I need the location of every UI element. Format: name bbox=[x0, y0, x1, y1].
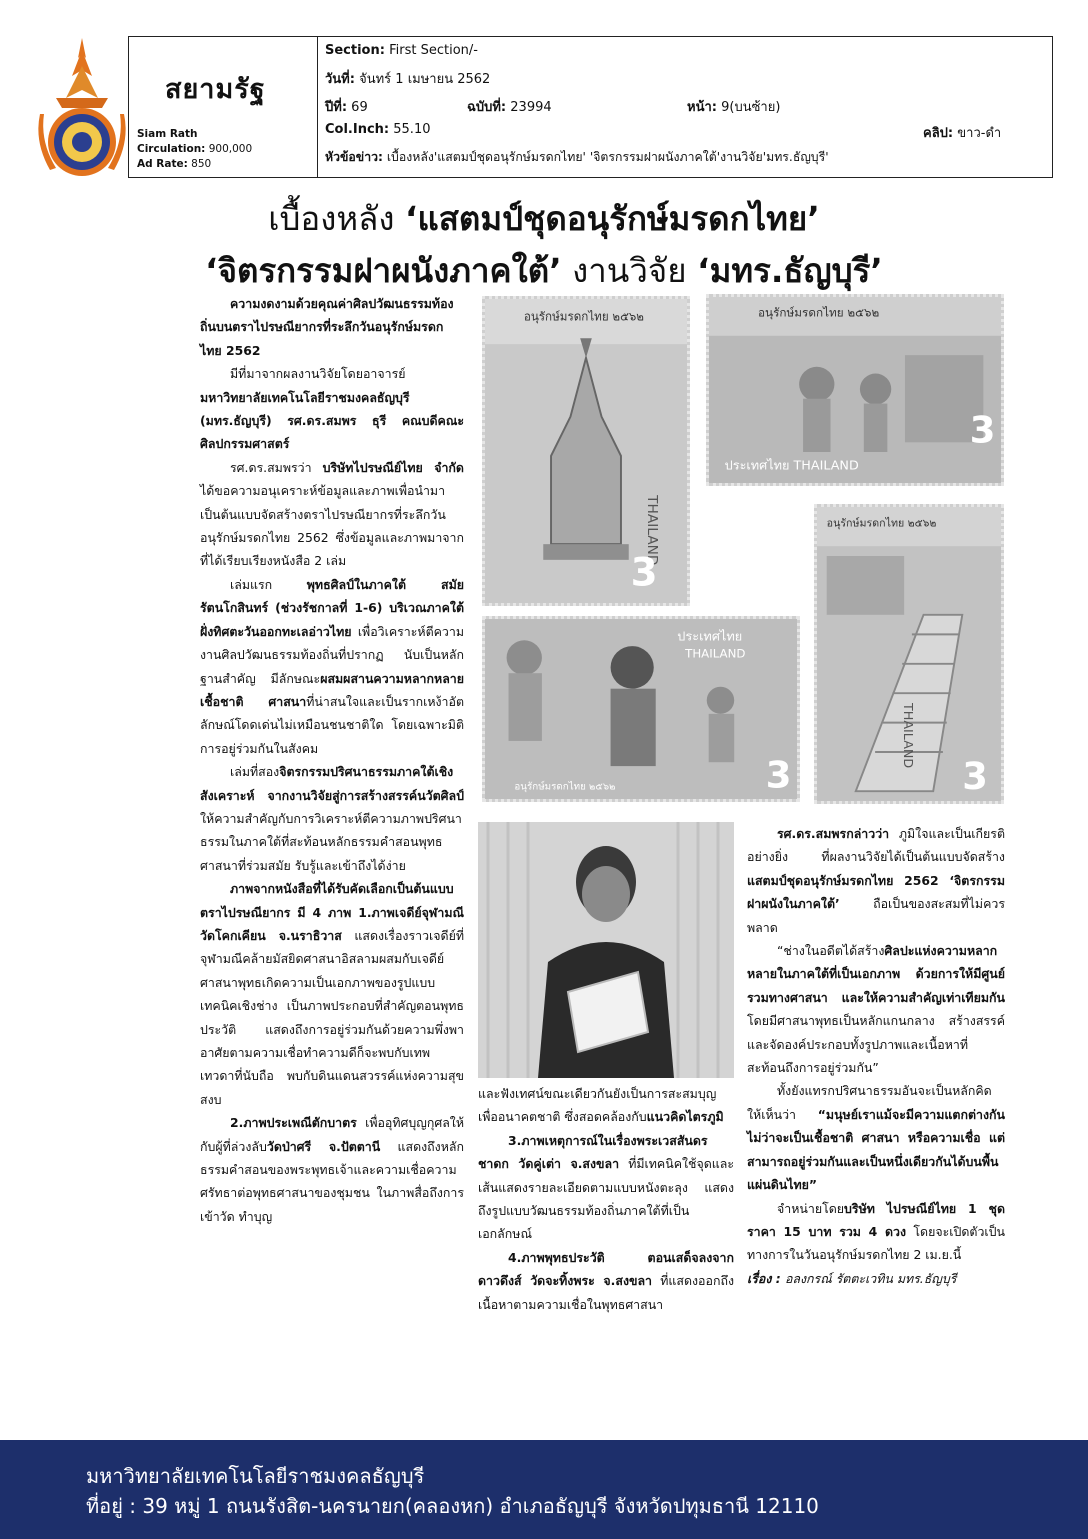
article-column-3 bbox=[747, 822, 1005, 1290]
paragraph-text: แสดงเรื่องราวเจดีย์ที่จุฬามณีคล้ายมัสยิดศาสนาอิสลามผสมกับเจดีย์ศาสนาพุทธเกิดความเป็นเอกภาพของรูปแบบเทคนิคเชิงช่าง เป็นภาพประกอบที่สำคัญตอนพุทธประวัติ แสดงถึงการอยู่ร่วมกันด้วยความพึ่งพาอาศัยตามความเชื่อทำความดีก็จะพบกับเทพเทวดาที่นับถือ พบกับดินแดนสวรรค์แห่งความสุขสงบ bbox=[200, 927, 464, 1107]
paragraph-emphasis: ผสมผสานความหลากหลายเชื้อชาติ ศาสนา bbox=[200, 670, 464, 709]
stamp-country-en: THAILAND bbox=[685, 646, 746, 661]
paragraph bbox=[747, 1079, 1005, 1196]
researcher-photo bbox=[478, 822, 734, 1078]
paragraph bbox=[478, 1129, 734, 1246]
newspaper-name: สยามรัฐ bbox=[165, 74, 266, 105]
paragraph bbox=[747, 939, 1005, 1079]
stamp-title-text: อนุรักษ์มรดกไทย ๒๕๖๒ bbox=[826, 516, 937, 530]
stamp-country-text: THAILAND bbox=[644, 495, 661, 566]
clip-row bbox=[923, 122, 1001, 143]
headline-emphasis: ‘จิตรกรรมฝาผนังภาคใต้’ bbox=[205, 251, 562, 290]
paragraph-text: ได้ขอความอนุเคราะห์ข้อมูลและภาพเพื่อนำมาเป็นต้นแบบจัดสร้างตราไปรษณียากรที่ระลึกวันอนุรักษ์มรดกไทย 2562 ซึ่งข้อมูลและภาพมาจากที่ได้เรียบเรียงหนังสือ 2 เล่ม bbox=[200, 483, 464, 569]
stamp-vessantara-image bbox=[482, 616, 800, 802]
stamp-title-text: อนุรักษ์มรดกไทย ๒๕๖๒ bbox=[523, 309, 644, 324]
paragraph bbox=[200, 573, 464, 760]
paragraph bbox=[747, 822, 1005, 939]
paragraph bbox=[478, 1246, 734, 1316]
publication-meta bbox=[137, 127, 252, 172]
paragraph-emphasis: “มนุษย์เราแม้จะมีความแตกต่างกัน ไม่ว่าจะเป็นเชื้อชาติ ศาสนา หรือความเชื่อ แต่สามารถอยู่ร่วมกันและเป็นหนึ่งเดียวกันได้บนพื้นแผ่นดินไทย” bbox=[747, 1106, 1005, 1193]
issue-value: 23994 bbox=[510, 100, 552, 115]
year-value: 69 bbox=[351, 100, 368, 115]
stamp-title-text: อนุรักษ์มรดกไทย ๒๕๖๒ bbox=[514, 781, 616, 793]
clip-label: คลิป: bbox=[923, 126, 954, 141]
lead-paragraph bbox=[200, 292, 464, 362]
paragraph-text: “ช่างในอดีตได้สร้าง bbox=[777, 943, 885, 959]
paragraph-text: เพื่อวิเคราะห์ตีความงานศิลปวัฒนธรรมท้องถิ่นที่ปรากฏ นับเป็นหลักฐานสำคัญ มีลักษณะ bbox=[200, 623, 464, 686]
paragraph-text: ถือเป็นของสะสมที่ไม่ควรพลาด bbox=[747, 896, 1005, 935]
stamp-chedi-image bbox=[482, 296, 690, 606]
article-column-1 bbox=[200, 292, 464, 1228]
paragraph-emphasis: แนวคิดไตรภูมิ bbox=[646, 1109, 724, 1125]
article-headline-line2 bbox=[0, 244, 1088, 297]
paragraph-text: เพื่ออุทิศบุญกุศลให้กับผู้ที่ล่วงลับ bbox=[200, 1115, 464, 1154]
circulation-label: Circulation: bbox=[137, 143, 206, 155]
headline-row bbox=[325, 148, 829, 167]
university-seal-icon bbox=[36, 36, 128, 176]
footer-address: ที่อยู่ : 39 หมู่ 1 ถนนรังสิต-นครนายก(คลองหก) อำเภอธัญบุรี จังหวัดปทุมธานี 12110 bbox=[86, 1494, 819, 1518]
paragraph-text: เล่มที่สอง bbox=[230, 764, 280, 780]
paragraph bbox=[200, 456, 464, 573]
page-label: หน้า: bbox=[687, 100, 717, 115]
clip-value: ขาว-ดำ bbox=[957, 126, 1002, 141]
paragraph-emphasis: จิตรกรรมปริศนาธรรมภาคใต้เชิงสังเคราะห์ จากงานวิจัยสู่การสร้างสรรค์นวัตศิลป์ bbox=[200, 764, 464, 803]
publication-info-box bbox=[128, 36, 318, 178]
paragraph-text: โดยมีศาสนาพุทธเป็นหลักแกนกลาง สร้างสรรค์และจัดองค์ประกอบทั้งรูปภาพและเนื้อหาที่สะท้อนถึงการอยู่ร่วมกัน” bbox=[747, 1013, 1005, 1076]
footer-university-name: มหาวิทยาลัยเทคโนโลยีราชมงคลธัญบุรี bbox=[86, 1464, 425, 1488]
page-row bbox=[687, 96, 780, 117]
date-value: จันทร์ 1 เมษายน 2562 bbox=[359, 72, 491, 87]
paragraph-text: ภูมิใจและเป็นเกียรติอย่างยิ่ง ที่ผลงานวิจัยได้เป็นต้นแบบจัดสร้าง bbox=[747, 826, 1005, 865]
circulation-value: 900,000 bbox=[208, 143, 253, 155]
paragraph-emphasis: บริษัทไปรษณีย์ไทย จำกัด bbox=[322, 459, 464, 475]
colinch-label: Col.Inch: bbox=[325, 122, 390, 137]
paragraph-emphasis: 4.ภาพพุทธประวัติ ตอนเสด็จลงจากดาวดึงส์ วัดจะทิ้งพระ จ.สงขลา bbox=[478, 1249, 734, 1289]
paragraph-emphasis: รศ.ดร.สมพรกล่าวว่า bbox=[777, 826, 890, 841]
paragraph-text: ที่มีเทคนิคใช้จุดและเส้นแสดงรายละเอียดตามแบบหนังตะลุง แสดงถึงรูปแบบวัฒนธรรมท้องถิ่นภาคใต้ที่เป็นเอกลักษณ์ bbox=[478, 1156, 734, 1242]
paragraph-emphasis: พุทธศิลป์ในภาคใต้ สมัยรัตนโกสินทร์ (ช่วงรัชกาลที่ 1-6) บริเวณภาคใต้ฝั่งทิศตะวันออกทะเลอ่าวไทย bbox=[200, 576, 465, 639]
headline-text: เบื้องหลัง bbox=[268, 199, 405, 238]
stamp-value-text: 3 bbox=[969, 408, 996, 452]
headline-label: หัวข้อข่าว: bbox=[325, 150, 383, 164]
author-credit-label: เรื่อง : bbox=[747, 1270, 785, 1286]
stamp-country-th: ประเทศไทย bbox=[677, 628, 743, 644]
date-row bbox=[325, 68, 490, 89]
headline-value: เบื้องหลัง'แสตมป์ชุดอนุรักษ์มรดกไทย' 'จิตรกรรมฝาผนังภาคใต้'งานวิจัย'มทร.ธัญบุรี' bbox=[386, 150, 829, 164]
clipping-details-box bbox=[317, 36, 1053, 178]
paragraph-text: จำหน่ายโดย bbox=[777, 1200, 845, 1216]
stamp-title-text: อนุรักษ์มรดกไทย ๒๕๖๒ bbox=[757, 305, 880, 320]
paragraph-text: ให้ความสำคัญกับการวิเคราะห์ตีความภาพปริศนาธรรมในภาคใต้ที่สะท้อนหลักธรรมคำสอนพุทธศาสนาที่ร่วมสมัย รับรู้และเข้าถึงได้ง่าย bbox=[200, 810, 462, 873]
year-label: ปีที่: bbox=[325, 100, 348, 115]
paragraph bbox=[200, 877, 464, 1111]
paragraph-text: ที่แสดงออกถึงเนื้อหาตามความเชื่อในพุทธศาสนา bbox=[478, 1273, 734, 1312]
paragraph-emphasis: บริษัท ไปรษณีย์ไทย 1 ชุด ราคา 15 บาท รวม 4 ดวง bbox=[747, 1200, 1005, 1239]
ad-rate-value: 850 bbox=[191, 158, 212, 170]
paragraph-text: แสดงถึงหลักธรรมคำสอนของพระพุทธเจ้าและความเชื่อความศรัทธาต่อพุทธศาสนาของชุมชน ในภาพสื่อถึงการเข้าวัด ทำบุญ bbox=[200, 1138, 464, 1224]
newspaper-name-en: Siam Rath bbox=[137, 128, 198, 140]
paragraph-emphasis: แสตมป์ชุดอนุรักษ์มรดกไทย 2562 ‘จิตรกรรมฝาผนังในภาคใต้’ bbox=[747, 872, 1005, 912]
author-credit-value: อลงกรณ์ รัตตะเวทิน มทร.ธัญบุรี bbox=[784, 1270, 957, 1286]
stamp-country-text: THAILAND bbox=[901, 703, 917, 769]
paragraph-emphasis: ภาพจากหนังสือที่ได้รับคัดเลือกเป็นต้นแบบตราไปรษณียากร มี 4 ภาพ 1.ภาพเจดีย์จุฬามณี วัดโคกเคียน จ.นราธิวาส bbox=[200, 881, 464, 943]
page-value: 9(บนซ้าย) bbox=[721, 100, 781, 115]
paragraph-emphasis: 2.ภาพประเพณีตักบาตร bbox=[230, 1115, 357, 1131]
paragraph bbox=[747, 1197, 1005, 1267]
issue-label: ฉบับที่: bbox=[467, 100, 507, 115]
paragraph-text: ที่น่าสนใจและเป็นรากเหง้าอัตลักษณ์โดดเด่นไม่เหมือนชนชาติใด โดยเฉพาะมิติการอยู่ร่วมกันในสังคม bbox=[200, 693, 464, 756]
section-label: Section: bbox=[325, 43, 385, 58]
section-value: First Section/- bbox=[389, 43, 478, 58]
paragraph bbox=[478, 1082, 734, 1129]
colinch-value: 55.10 bbox=[393, 122, 431, 137]
date-label: วันที่: bbox=[325, 72, 355, 87]
lead-text: ความงดงามด้วยคุณค่าศิลปวัฒนธรรมท้องถิ่นบนตราไปรษณียากรที่ระลึกวันอนุรักษ์มรดกไทย 2562 bbox=[200, 296, 454, 358]
paragraph bbox=[200, 1111, 464, 1228]
author-credit bbox=[747, 1267, 1005, 1290]
issue-row bbox=[467, 96, 552, 117]
stamp-country-text: ประเทศไทย THAILAND bbox=[724, 457, 859, 473]
paragraph-text: และฟังเทศน์ขณะเดียวกันยังเป็นการสะสมบุญเพื่ออนาคตชาติ ซึ่งสอดคล้องกับ bbox=[478, 1086, 717, 1125]
paragraph-emphasis: 3.ภาพเหตุการณ์ในเรื่องพระเวสสันดรชาดก วัดคู่เต่า จ.สงขลา bbox=[478, 1132, 708, 1172]
paragraph-text: มีที่มาจากผลงานวิจัยโดยอาจารย์ bbox=[230, 366, 406, 382]
stamp-value-text: 3 bbox=[630, 550, 658, 596]
year-row bbox=[325, 96, 368, 117]
paragraph-emphasis: ศิลปะแห่งความหลากหลายในภาคใต้ที่เป็นเอกภาพ ด้วยการให้มีศูนย์รวมทางศาสนา และให้ความสำคัญเท่าเทียมกัน bbox=[747, 943, 1005, 1005]
section-row bbox=[325, 43, 478, 58]
paragraph-text: ทั้งยังแทรกปริศนาธรรมอันจะเป็นหลักคิดให้เห็นว่า bbox=[747, 1083, 992, 1122]
headline-emphasis: ‘มทร.ธัญบุรี’ bbox=[697, 251, 883, 290]
stamp-descent-image bbox=[814, 504, 1004, 804]
headline-emphasis: ‘แสตมป์ชุดอนุรักษ์มรดกไทย’ bbox=[404, 199, 820, 238]
ad-rate-label: Ad Rate: bbox=[137, 158, 188, 170]
stamp-value-text: 3 bbox=[765, 753, 792, 797]
article-headline-line1 bbox=[0, 192, 1088, 245]
colinch-row bbox=[325, 122, 430, 137]
paragraph-text: โดยจะเปิดตัวเป็นทางการในวันอนุรักษ์มรดกไทย 2 เม.ย.นี้ bbox=[747, 1223, 1005, 1263]
paragraph-text: เล่มแรก bbox=[230, 576, 307, 592]
paragraph-text: รศ.ดร.สมพรว่า bbox=[230, 459, 323, 475]
stamp-offering-image bbox=[706, 294, 1004, 486]
headline-text: งานวิจัย bbox=[561, 251, 698, 290]
paragraph bbox=[200, 760, 464, 877]
paragraph bbox=[200, 362, 464, 456]
paragraph-emphasis: มหาวิทยาลัยเทคโนโลยีราชมงคลธัญบุรี (มทร.ธัญบุรี) รศ.ดร.สมพร ธุรี คณบดีคณะศิลปกรรมศาสตร์ bbox=[200, 389, 464, 452]
footer-bar bbox=[0, 1440, 1088, 1539]
paragraph-emphasis: วัดป่าศรี จ.ปัตตานี bbox=[266, 1138, 381, 1154]
stamp-value-text: 3 bbox=[962, 755, 988, 799]
article-column-2 bbox=[478, 1082, 734, 1316]
